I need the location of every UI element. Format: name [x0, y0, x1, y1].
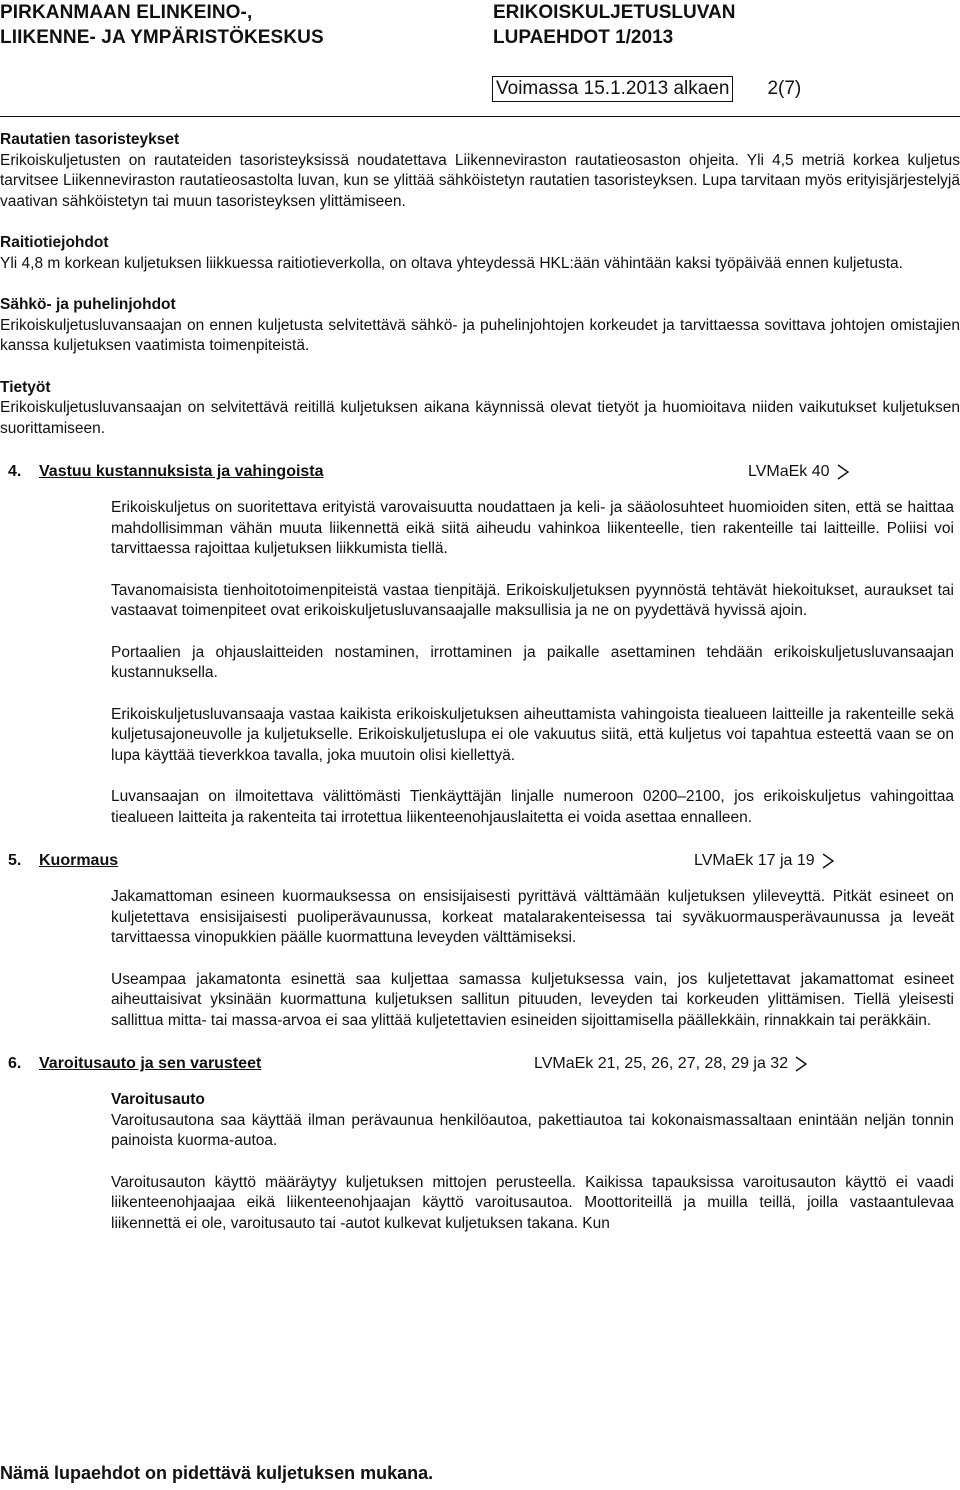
subsection-text: Yli 4,8 m korkean kuljetuksen liikkuessa raitiotieverkolla, on oltava yhteydessä HKL:ään vähintään kaksi työpäivää ennen kuljetusta. — [0, 254, 903, 272]
section-number: 5. — [8, 852, 22, 869]
subsection-title: Sähkö- ja puhelinjohdot — [0, 296, 176, 313]
section-paragraph: Jakamattoman esineen kuormauksessa on ensisijaisesti pyrittävä välttämään kuljetuksen ylileveyttä. Pitkät esineet on kuljetettava ensisijaisesti puoliperävaunussa, korkeat matalarakenteisessa tai syväkuormausperävaunussa ja leveät tarvittaessa vinopukkien päälle kuormattuna leveyden välttämiseksi. — [111, 888, 954, 946]
section-paragraph: Tavanomaisista tienhoitotoimenpiteistä vastaa tienpitäjä. Erikoiskuljetuksen pyynnöstä tehtävät hiekoitukset, auraukset tai vastaavat toimenpiteet ovat erikoiskuljetusluvansaajalle maksullisia ja ne on pyydettävä hyvissä ajoin. — [111, 581, 954, 619]
section-title: Kuormaus — [39, 852, 119, 869]
section-number: 4. — [8, 463, 22, 480]
subsection-title: Rautatien tasoristeykset — [0, 131, 180, 148]
org-line-1: PIRKANMAAN ELINKEINO-, — [0, 2, 253, 23]
section-reference — [534, 1052, 808, 1076]
reference-mark-icon — [836, 463, 850, 481]
section-paragraph: Erikoiskuljetus on suoritettava erityistä varovaisuutta noudattaen ja keli- ja sääolosuhteet huomioiden siten, että se haittaa mahdollisimman vähän muuta liikennettä eikä siitä aiheudu vahinkoa liikenteelle, tien rakenteille tai laitteille. Poliisi voi tarvittaessa rajoittaa kuljetuksen liikkumista tiellä. — [111, 499, 954, 557]
page-footer: Nämä lupaehdot on pidettävä kuljetuksen mukana. — [0, 1463, 434, 1483]
org-line-2: LIIKENNE- JA YMPÄRISTÖKESKUS — [0, 27, 324, 48]
subsection-text: Erikoiskuljetusten on rautateiden tasoristeyksissä noudatettava Liikenneviraston rautatieosaston ohjeita. Yli 4,5 metriä korkea kuljetus tarvitsee Liikenneviraston rautatieosastolta luvan, kun se ylittää sähköistetyn rautatien tasoristeyksen. Lupa tarvitaan myös erityisjärjestelyjä vaativan sähköistetyn tai muun tasoristeyksen ylittämiseen. — [0, 151, 960, 210]
subsection-power-lines — [0, 295, 960, 357]
validity-line — [492, 76, 801, 100]
subsection-text: Erikoiskuljetusluvansaajan on selvitettävä reitillä kuljetuksen aikana käynnissä olevat tietyöt ja huomioitava niiden vaikutukset kuljetuksen suorittamiseen. — [0, 399, 960, 437]
section-number: 6. — [8, 1055, 22, 1072]
subsection-title: Tietyöt — [0, 378, 51, 396]
subsection-title: Varoitusauto — [111, 1091, 205, 1108]
section-reference — [748, 460, 850, 484]
section-title: Varoitusauto ja sen varusteet — [39, 1055, 262, 1072]
section-body — [111, 1090, 954, 1234]
reference-text: LVMaEk 17 ja 19 — [694, 852, 815, 869]
header-divider — [0, 116, 960, 117]
document-title — [493, 0, 735, 50]
subsection-roadworks — [0, 378, 960, 440]
section-heading — [0, 1052, 960, 1076]
section-heading — [0, 460, 960, 484]
subsection-title: Raitiotiejohdot — [0, 234, 109, 251]
section-paragraph: Portaalien ja ohjauslaitteiden nostaminen, irrottaminen ja paikalle asettaminen tehdään erikoiskuljetusluvansaajan kustannuksella. — [111, 643, 954, 681]
reference-text: LVMaEk 21, 25, 26, 27, 28, 29 ja 32 — [534, 1055, 789, 1072]
page-number: 2(7) — [767, 78, 802, 99]
section-paragraph: Luvansaajan on ilmoitettava välittömästi Tienkäyttäjän linjalle numeroon 0200–2100, jos erikoiskuljetus vahingoittaa tiealueen laitteita ja rakenteita tai irrotettua liikenteenohjauslaitetta ei voida asettaa ennalleen. — [111, 788, 954, 826]
reference-mark-icon — [794, 1055, 808, 1073]
doc-line-2: LUPAEHDOT 1/2013 — [493, 27, 674, 48]
section-heading — [0, 849, 960, 873]
section-paragraph: Varoitusauton käyttö määräytyy kuljetuksen mittojen perusteella. Kaikissa tapauksissa varoitusauton käyttö ei vaadi liikenteenohjaajaa eikä liikenteenohjaajan käyttö varoitusautoa. Moottoriteillä ja muilla teillä, joilla vastaantulevaa liikennettä ei ole, varoitusauto tai -autot kulkevat kuljetuksen takana. Kun — [111, 1173, 954, 1232]
section-paragraph: Varoitusautona saa käyttää ilman perävaunua henkilöautoa, pakettiautoa tai kokonaismassaltaan enintään neljän tonnin painoista kuorma-autoa. — [111, 1111, 954, 1149]
section-paragraph: Erikoiskuljetusluvansaaja vastaa kaikista erikoiskuljetuksen aiheuttamista vahingoista tiealueen laitteille ja rakenteille sekä kuljetusajoneuvolle ja kuljetukselle. Erikoiskuljetuslupa ei ole vakuutus siitä, että kuljetus voi tapahtua esteettä vaan se on lupa käyttää tieverkkoa tavalla, joka muutoin olisi kiellettyä. — [111, 705, 954, 764]
page-header — [0, 0, 960, 56]
section-body — [111, 498, 954, 828]
section-paragraph: Useampaa jakamatonta esinettä saa kuljettaa samassa kuljetuksessa vain, jos kuljetettavat jakamattomat esineet aiheuttaisivat yksinään kuormattuna kuljetuksen sallitun pituuden, leveyden tai korkeuden ylittämisen. Tiellä yleisesti sallittua mitta- tai massa-arvoa ei saa ylittää kuljetettavien esineiden sijoittamisella päällekkäin, rinnakkain tai peräkkäin. — [111, 970, 954, 1029]
section-reference — [694, 849, 835, 873]
reference-mark-icon — [821, 852, 835, 870]
validity-date: Voimassa 15.1.2013 alkaen — [492, 76, 733, 102]
subsection-railway-crossings — [0, 130, 960, 212]
document-body — [0, 130, 960, 1255]
subsection-text: Erikoiskuljetusluvansaajan on ennen kuljetusta selvitettävä sähkö- ja puhelinjohtojen korkeudet ja tarvittaessa sovittava johtojen omistajien kanssa kuljetuksen vaatimista toimenpiteistä. — [0, 316, 960, 354]
organization-name — [0, 0, 324, 50]
section-title: Vastuu kustannuksista ja vahingoista — [39, 463, 324, 480]
section-body — [111, 887, 954, 1031]
reference-text: LVMaEk 40 — [748, 463, 830, 480]
doc-line-1: ERIKOISKULJETUSLUVAN — [493, 2, 736, 23]
subsection-tram-lines — [0, 233, 960, 274]
